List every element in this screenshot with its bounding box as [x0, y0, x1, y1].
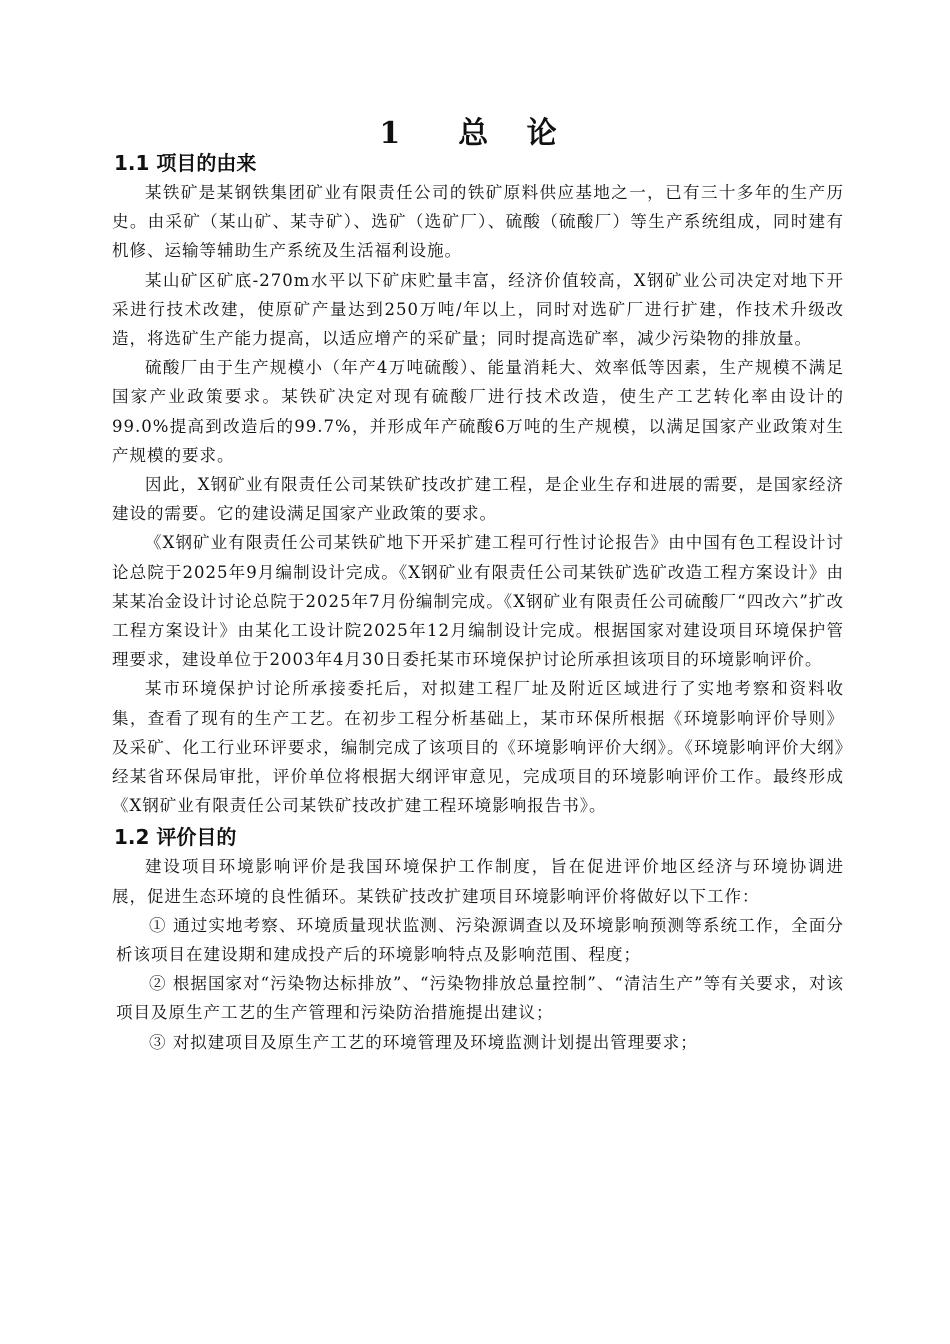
- list-item: ③ 对拟建项目及原生产工艺的环境管理及环境监测计划提出管理要求；: [149, 1032, 698, 1052]
- section-heading-1-1: 1.1 项目的由来: [114, 151, 257, 175]
- paragraph: 建设项目环境影响评价是我国环境保护工作制度，旨在促进评价地区经济与环境协调进展，促进生态环境的良性循环。某铁矿技改扩建项目环境影响评价将做好以下工作：: [112, 857, 844, 906]
- list-item: ② 根据国家对“污染物达标排放”、“污染物排放总量控制”、“清洁生产”等有关要求，对该项目及原生产工艺的生产管理和污染防治措施提出建议；: [116, 974, 844, 1023]
- paragraph: 《X钢矿业有限责任公司某铁矿地下开采扩建工程可行性讨论报告》由中国有色工程设计讨论总院于2025年9月编制设计完成。《X钢矿业有限责任公司某铁矿选矿改造工程方案设计》由某某冶金设计讨论总院于2025年7月份编制完成。《X钢矿业有限责任公司硫酸厂“四改六”扩改工程方案设计》由某化工设计院2025年12月编制设计完成。根据国家对建设项目环境保护管理要求，建设单位于2003年4月30日委托某市环境保护讨论所承担该项目的环境影响评价。: [112, 533, 844, 670]
- paragraph: 某铁矿是某钢铁集团矿业有限责任公司的铁矿原料供应基地之一，已有三十多年的生产历史。由采矿（某山矿、某寺矿）、选矿（选矿厂）、硫酸（硫酸厂）等生产系统组成，同时建有机修、运输等辅助生产系统及生活福利设施。: [112, 183, 844, 261]
- chapter-title: 1 总 论: [379, 116, 571, 151]
- paragraph: 某市环境保护讨论所承接委托后，对拟建工程厂址及附近区域进行了实地考察和资料收集，查看了现有的生产工艺。在初步工程分析基础上，某市环保所根据《环境影响评价导则》及采矿、化工行业环评要求，编制完成了该项目的《环境影响评价大纲》。《环境影响评价大纲》经某省环保局审批，评价单位将根据大纲评审意见，完成项目的环境影响评价工作。最终形成《X钢矿业有限责任公司某铁矿技改扩建工程环境影响报告书》。: [112, 679, 844, 816]
- section-1-1-body: [112, 178, 844, 820]
- list-item: ① 通过实地考察、环境质量现状监测、污染源调查以及环境影响预测等系统工作，全面分析该项目在建设期和建成投产后的环境影响特点及影响范围、程度；: [116, 915, 844, 965]
- paragraph: 因此，X钢矿业有限责任公司某铁矿技改扩建工程，是企业生存和进展的需要，是国家经济建设的需要。它的建设满足国家产业政策的要求。: [112, 475, 844, 524]
- objective-list: [112, 911, 844, 1057]
- document-body: [112, 148, 844, 1057]
- section-heading-1-2: 1.2 评价目的: [114, 825, 237, 850]
- paragraph: 某山矿区矿底-270m水平以下矿床贮量丰富，经济价值较高，X钢矿业公司决定对地下开采进行技术改建，使原矿产量达到250万吨/年以上，同时对选矿厂进行扩建，作技术升级改造，将选矿生产能力提高，以适应增产的采矿量；同时提高选矿率，减少污染物的排放量。: [112, 270, 844, 349]
- paragraph: 硫酸厂由于生产规模小（年产4万吨硫酸）、能量消耗大、效率低等因素，生产规模不满足国家产业政策要求。某铁矿决定对现有硫酸厂进行技术改造，使生产工艺转化率由设计的99.0%提高到改造后的99.7%，并形成年产硫酸6万吨的生产规模，以满足国家产业政策对生产规模的要求。: [112, 358, 844, 465]
- section-1-2-body: [112, 852, 844, 1056]
